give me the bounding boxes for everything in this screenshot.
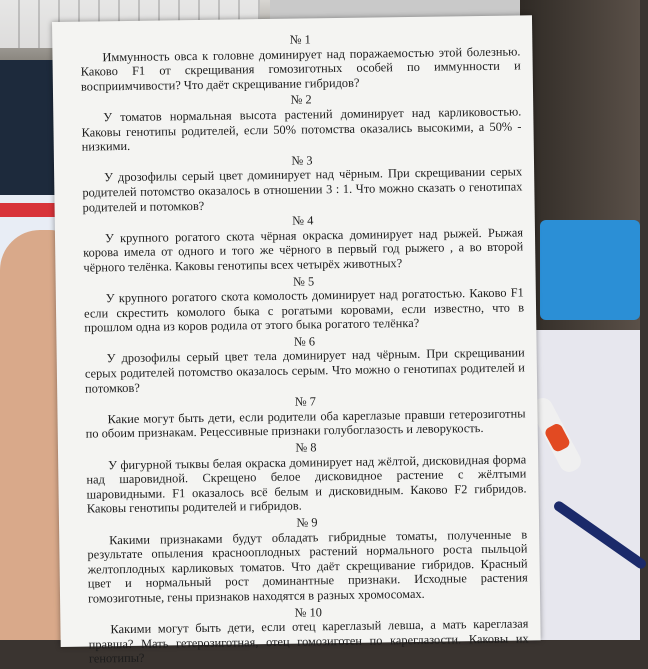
worksheet-paper <box>52 15 541 666</box>
problem-text: Иммунность овса к головне доминирует над поражаемостью этой болезнью. Каково F1 от скрещивания гомозиготных особей по иммунности и восприимчивости? Что даёт скрещивание гибридов? <box>80 44 521 94</box>
problem-text: У дрозофилы серый цвет тела доминирует над чёрным. При скрещивании серых родителей потомство оказалось серым. Что можно о генотипах родителей и потомков? <box>84 345 525 396</box>
blue-pencil-case <box>540 220 640 320</box>
problem-number: № 8 <box>295 440 317 455</box>
problem-text: Какие могут быть дети, если родители оба кареглазые правши гетерозиготны по обоим признакам. Рецессивные признаки голубоглазость и леворукость. <box>85 406 526 442</box>
problem-text: У дрозофилы серый цвет доминирует над чёрным. При скрещивании серых родителей потомство оказалось в отношении 3 : 1. Что можно сказать о генотипах родителей и потомков? <box>82 164 523 215</box>
problem-number: № 3 <box>291 153 313 168</box>
problem-text: У крупного рогатого скота чёрная окраска доминирует над рыжей. Рыжая корова имела от одного и того же чёрного в первый год рыжего , а во второй чёрного телёнка. Каковы генотипы всех четырёх животных? <box>83 225 524 275</box>
problem-number: № 2 <box>290 92 312 108</box>
problem-number: № 1 <box>289 32 311 47</box>
problem-number: № 4 <box>292 213 314 228</box>
problem-text: У фигурной тыквы белая окраска доминирует над жёлтой, дисковидная форма над шаровидной. Скрещено белое дисковидное растение с жёлтыми шаровидными. F1 оказалось всё белым и дисковидным. Каково F2 гибридов. Каковы генотипы родителей и гибридов. <box>86 452 527 516</box>
problem-text: Какими могут быть дети, если отец кареглазый левша, а мать кареглазая правша? Мать гетерозиготная, отец гомозиготен по кареглазости. Каковы их генотипы? <box>88 616 529 666</box>
problem-number: № 5 <box>292 273 315 289</box>
problem-text: У крупного рогатого скота комолость доминирует над рогатостью. Каково F1 если скрестить комолого быка с рогатыми коровами, если известно, что в прошлом одна из коров родила от этого быка рогатого телёнка? <box>83 285 525 335</box>
problem-number: № 7 <box>294 394 316 409</box>
problem-number: № 10 <box>294 604 323 620</box>
problem-number: № 9 <box>296 515 318 530</box>
problem-number: № 6 <box>293 334 316 349</box>
problem-text: Какими признаками будут обладать гибридные томаты, полученные в результате опыления краснооплодных растений нормального роста пыльцой желтоплодных карликовых томатов. Что даёт скрещивание гибридов. Красный цвет и нормальный рост доминантные признаки. Исходные растения гомозиготные, гены признаков находятся в разных хромосомах. <box>87 527 528 606</box>
problem-text: У томатов нормальная высота растений доминирует над карликовостью. Каковы генотипы родителей, если 50% потомства оказались высокими, а 50% - низкими. <box>81 104 522 154</box>
worksheet-text <box>80 29 529 668</box>
